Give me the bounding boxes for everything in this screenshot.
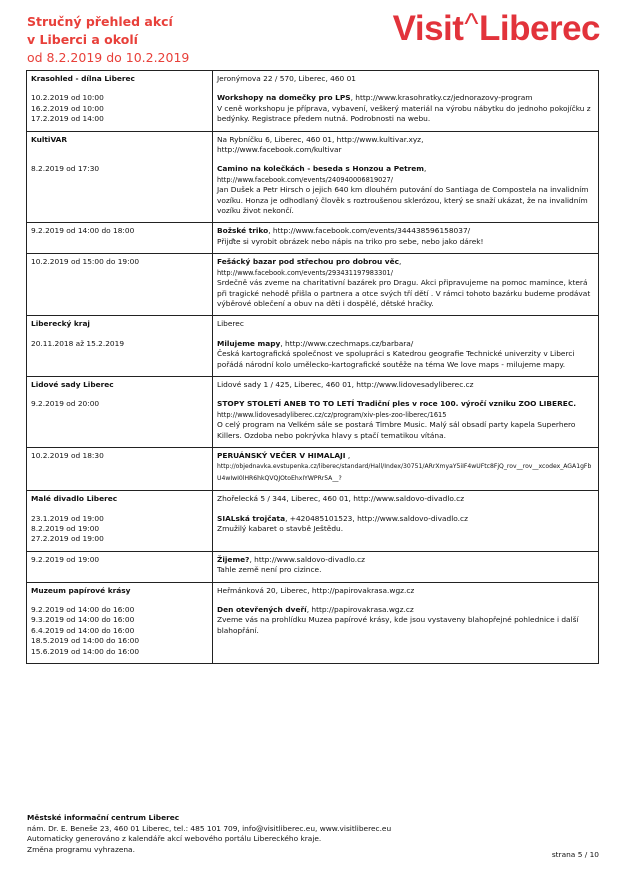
event-description: Jan Dušek a Petr Hirsch o jejich 640 km dlouhém putování do Santiaga de Compostela na invalidním vozíku. Honza je odhodlaný člověk s roztroušenou sklerózou, který se snaží ukázat, že na invalidním vozíku život nekončí. [217, 185, 589, 216]
header-title-line2: v Liberci a okolí [27, 32, 138, 47]
event-date: 10.2.2019 od 18:30 [31, 450, 104, 460]
header-title-line1: Stručný přehled akcí [27, 14, 173, 29]
venue-name-cell [27, 131, 213, 223]
event-row [27, 447, 599, 490]
event-description: V ceně workshopu je příprava, vybavení, veškerý materiál na výrobu nábytku do jednoho pokojíčku z bedýnky. Registrace předem nutná. Podrobnosti na webu. [217, 103, 591, 124]
event-title: Workshopy na domečky pro LPS [217, 93, 351, 103]
event-description: Tahle země není pro cizince. [217, 565, 322, 575]
venue-address: Jeronýmova 22 / 570, Liberec, 460 01 [217, 74, 357, 83]
event-date-cell [27, 447, 213, 490]
venue-name: Krasohled - dílna Liberec [31, 74, 135, 83]
event-title: Den otevřených dveří [217, 605, 307, 615]
venue-row [27, 131, 599, 223]
event-date: 8.2.2019 od 19:00 [31, 524, 100, 533]
event-description: Zveme vás na prohlídku Muzea papírové krásy, kde jsou vystaveny blahopřejné pohlednice i další blahopřání. [217, 615, 579, 635]
event-date-cell [27, 254, 213, 316]
event-title: PERUÁNSKÝ VEČER V HIMALAJI [217, 450, 346, 460]
logo-word-liberec: Liberec [479, 9, 600, 48]
event-title: Žijeme? [217, 554, 250, 564]
venue-name-cell [27, 71, 213, 132]
event-date: 9.2.2019 od 14:00 do 16:00 [31, 605, 135, 615]
venue-row [27, 316, 599, 377]
venue-name: KultiVAR [31, 134, 68, 144]
event-title: STOPY STOLETÍ ANEB TO TO LETÍ Tradiční ples v roce 100. výročí vzniku ZOO LIBEREC. [217, 399, 577, 409]
event-link[interactable]: http://www.krasohratky.cz/jednorazovy-program [355, 93, 533, 103]
event-date: 9.2.2019 od 20:00 [31, 399, 100, 409]
event-date: 9.2.2019 od 19:00 [31, 554, 100, 564]
venue-name-cell [27, 376, 213, 447]
venue-name: Malé divadlo Liberec [31, 494, 118, 504]
event-info-cell [213, 376, 599, 447]
venue-address: Na Rybníčku 6, Liberec, 460 01, http://www.kultivar.xyz, [217, 134, 424, 144]
event-row [27, 254, 599, 316]
logo-word-visit: Visit [392, 9, 464, 48]
venue-name-cell [27, 491, 213, 552]
event-info-cell: Božské triko, http://www.facebook.com/events/344438596158037/ Přijďte si vyrobit obrázek nebo nápis na triko pro sebe, nebo jako dárek! [213, 223, 599, 254]
event-link[interactable]: http://www.facebook.com/events/344438596158037/ [272, 226, 471, 236]
document-header [27, 13, 327, 67]
event-title: SIALská trojčata [217, 513, 286, 523]
venue-address: Liberec [217, 319, 244, 329]
venue-name: Lidové sady Liberec [31, 379, 114, 389]
event-description: O celý program na Velkém sále se postará Timbre Music. Malý sál obsadí party kapela Superhero Killers. Ozdoba nebo pokrývka hlavy s ptačí tematikou vítána. [217, 420, 576, 440]
event-info-cell: Liberec Milujeme mapy, http://www.czechmaps.cz/barbara/ Česká kartografická společnost ve spolupráci s Katedrou geografie Technické univerzity v Liberci pořádá národní kolo umělecko-kartografické soutěže na téma We love maps - milujeme mapy. [213, 316, 599, 377]
footer-contact: nám. Dr. E. Beneše 23, 460 01 Liberec, tel.: 485 101 709, info@visitliberec.eu, www.visitliberec.eu [27, 823, 392, 833]
venue-address: Zhořelecká 5 / 344, Liberec, 460 01, http://www.saldovo-divadlo.cz [217, 494, 465, 504]
logo-caret: ^ [464, 8, 478, 41]
event-link[interactable]: http://www.saldovo-divadlo.cz [254, 554, 366, 564]
event-link[interactable]: http://papirovakrasa.wgz.cz [311, 605, 414, 615]
event-description: Česká kartografická společnost ve spolupráci s Katedrou geografie Technické univerzity v Liberci pořádá národní kolo umělecko-kartografické soutěže na téma We love maps - milujeme mapy. [217, 349, 575, 369]
event-date: 23.1.2019 od 19:00 [31, 513, 104, 523]
event-date: 8.2.2019 od 17:30 [31, 164, 100, 174]
event-description: Zmužilý kabaret o stavbě Ještědu. [217, 524, 344, 533]
event-title: Fešácký bazar pod střechou pro dobrou věc [217, 257, 400, 267]
event-title: Camino na kolečkách - beseda s Honzou a Petrem [217, 164, 425, 174]
event-info-cell: Zhořelecká 5 / 344, Liberec, 460 01, http://www.saldovo-divadlo.cz SIALská trojčata, +420485101523, http://www.saldovo-divadlo.cz Zmužilý kabaret o stavbě Ještědu. [213, 491, 599, 552]
event-date: 6.4.2019 od 14:00 do 16:00 [31, 625, 135, 635]
footer-note-generated: Automaticky generováno z kalendáře akcí webového portálu Libereckého kraje. [27, 834, 322, 844]
event-row [27, 223, 599, 254]
event-date-cell [27, 223, 213, 254]
document-footer [27, 813, 599, 855]
event-description: Srdečně vás zveme na charitativní bazárek pro Dragu. Akci připravujeme na pomoc mamince, která při tragické nehodě přišla o partnera a otce svých tří dětí . V rámci tohoto bazárku budeme prodávat výběrové oblečení a obuv na děti i dospělé, dětské hračky. [217, 278, 591, 308]
event-date: 17.2.2019 od 14:00 [31, 114, 104, 124]
event-info-cell: Žijeme?, http://www.saldovo-divadlo.cz Tahle země není pro cizince. [213, 551, 599, 582]
event-info-cell: Na Rybníčku 6, Liberec, 460 01, http://www.kultivar.xyz, http://www.facebook.com/kultivar Camino na kolečkách - beseda s Honzou a Petrem, http://www.facebook.com/events/240940006819027/ Jan Dušek a Petr Hirsch o jejich 640 km dlouhém putování do Santiaga de Compostela na invalidním vozíku. Honza je odhodlaný člověk s roztroušenou sklerózou, který se snaží ukázat, že na invalidním vozíku život nekončí. [213, 131, 599, 223]
event-date: 15.6.2019 od 14:00 do 16:00 [31, 646, 140, 656]
event-date: 9.2.2019 od 14:00 do 18:00 [31, 226, 135, 236]
event-info-cell: PERUÁNSKÝ VEČER V HIMALAJI , http://objednavka.evstupenka.cz/liberec/standard/Hall/Index/30751/ARrXmyaY5iIF4wUFtc8FjQ_rov__rov__xcodex_AGA1gFbU4wIwI0lHR6hkQVQJOtoEhxIYWPRr5A__? [213, 447, 599, 490]
event-date: 10.2.2019 od 10:00 [31, 93, 104, 103]
event-date: 16.2.2019 od 10:00 [31, 103, 104, 113]
event-link[interactable]: http://www.facebook.com/events/240940006819027/ [217, 175, 393, 184]
venue-name: Liberecký kraj [31, 319, 90, 329]
venue-address: Heřmánková 20, Liberec, http://papirovakrasa.wgz.cz [217, 585, 415, 595]
event-row [27, 551, 599, 582]
events-table [26, 70, 599, 664]
header-date-range: od 8.2.2019 do 10.2.2019 [27, 50, 190, 65]
venue-name-cell [27, 316, 213, 377]
venue-row [27, 491, 599, 552]
page-number: strana 5 / 10 [551, 850, 599, 859]
event-date: 9.3.2019 od 14:00 do 16:00 [31, 615, 135, 625]
event-date: 10.2.2019 od 15:00 do 19:00 [31, 257, 140, 267]
venue-address-line2: http://www.facebook.com/kultivar [217, 145, 342, 155]
event-link[interactable]: http://www.czechmaps.cz/barbara/ [285, 338, 414, 348]
event-date: 27.2.2019 od 19:00 [31, 534, 104, 544]
venue-row [27, 71, 599, 132]
event-link[interactable]: http://www.facebook.com/events/293431197983301/ [217, 268, 393, 277]
venue-name-cell [27, 582, 213, 663]
event-info-cell: Heřmánková 20, Liberec, http://papirovakrasa.wgz.cz Den otevřených dveří, http://papirovakrasa.wgz.cz Zveme vás na prohlídku Muzea papírové krásy, kde jsou vystaveny blahopřejné pohlednice i další blahopřání. [213, 582, 599, 663]
venue-row [27, 582, 599, 663]
venue-name: Muzeum papírové krásy [31, 585, 131, 595]
event-link[interactable]: http://www.lidovesadyliberec.cz/cz/program/xiv-ples-zoo-liberec/1615 [217, 410, 447, 419]
venue-row [27, 376, 599, 447]
event-description: Přijďte si vyrobit obrázek nebo nápis na triko pro sebe, nebo jako dárek! [217, 236, 484, 246]
event-title: Milujeme mapy [217, 338, 281, 348]
event-date: 18.5.2019 od 14:00 do 16:00 [31, 636, 140, 646]
footer-organization: Městské informační centrum Liberec [27, 813, 180, 822]
footer-note-changes: Změna programu vyhrazena. [27, 844, 135, 854]
event-link[interactable]: +420485101523, http://www.saldovo-divadlo.cz [289, 513, 468, 523]
event-link[interactable]: http://objednavka.evstupenka.cz/liberec/standard/Hall/Index/30751/ARrXmyaY5iIF4wUFtc8FjQ_rov__rov__xcodex_AGA1gFbU4wIwI0lHR6hkQVQJOtoEhxIYWPRr5A__? [217, 463, 592, 482]
event-info-cell: Jeronýmova 22 / 570, Liberec, 460 01 Workshopy na domečky pro LPS, http://www.krasohratky.cz/jednorazovy-program V ceně workshopu je příprava, vybavení, veškerý materiál na výrobu nábytku do jednoho pokojíčku z bedýnky. Registrace předem nutná. Podrobnosti na webu. [213, 71, 599, 132]
venue-address: Lidové sady 1 / 425, Liberec, 460 01, http://www.lidovesadyliberec.cz [217, 379, 474, 389]
visit-liberec-logo [393, 9, 600, 51]
event-title: Božské triko [217, 226, 269, 236]
event-date-cell [27, 551, 213, 582]
event-date: 20.11.2018 až 15.2.2019 [31, 338, 125, 348]
event-info-cell: Fešácký bazar pod střechou pro dobrou věc, http://www.facebook.com/events/293431197983301/ Srdečně vás zveme na charitativní bazárek pro Dragu. Akci připravujeme na pomoc mamince, která při tragické nehodě přišla o partnera a otce svých tří dětí . V rámci tohoto bazárku budeme prodávat výběrové oblečení a obuv na děti i dospělé, dětské hračky. [213, 254, 599, 316]
